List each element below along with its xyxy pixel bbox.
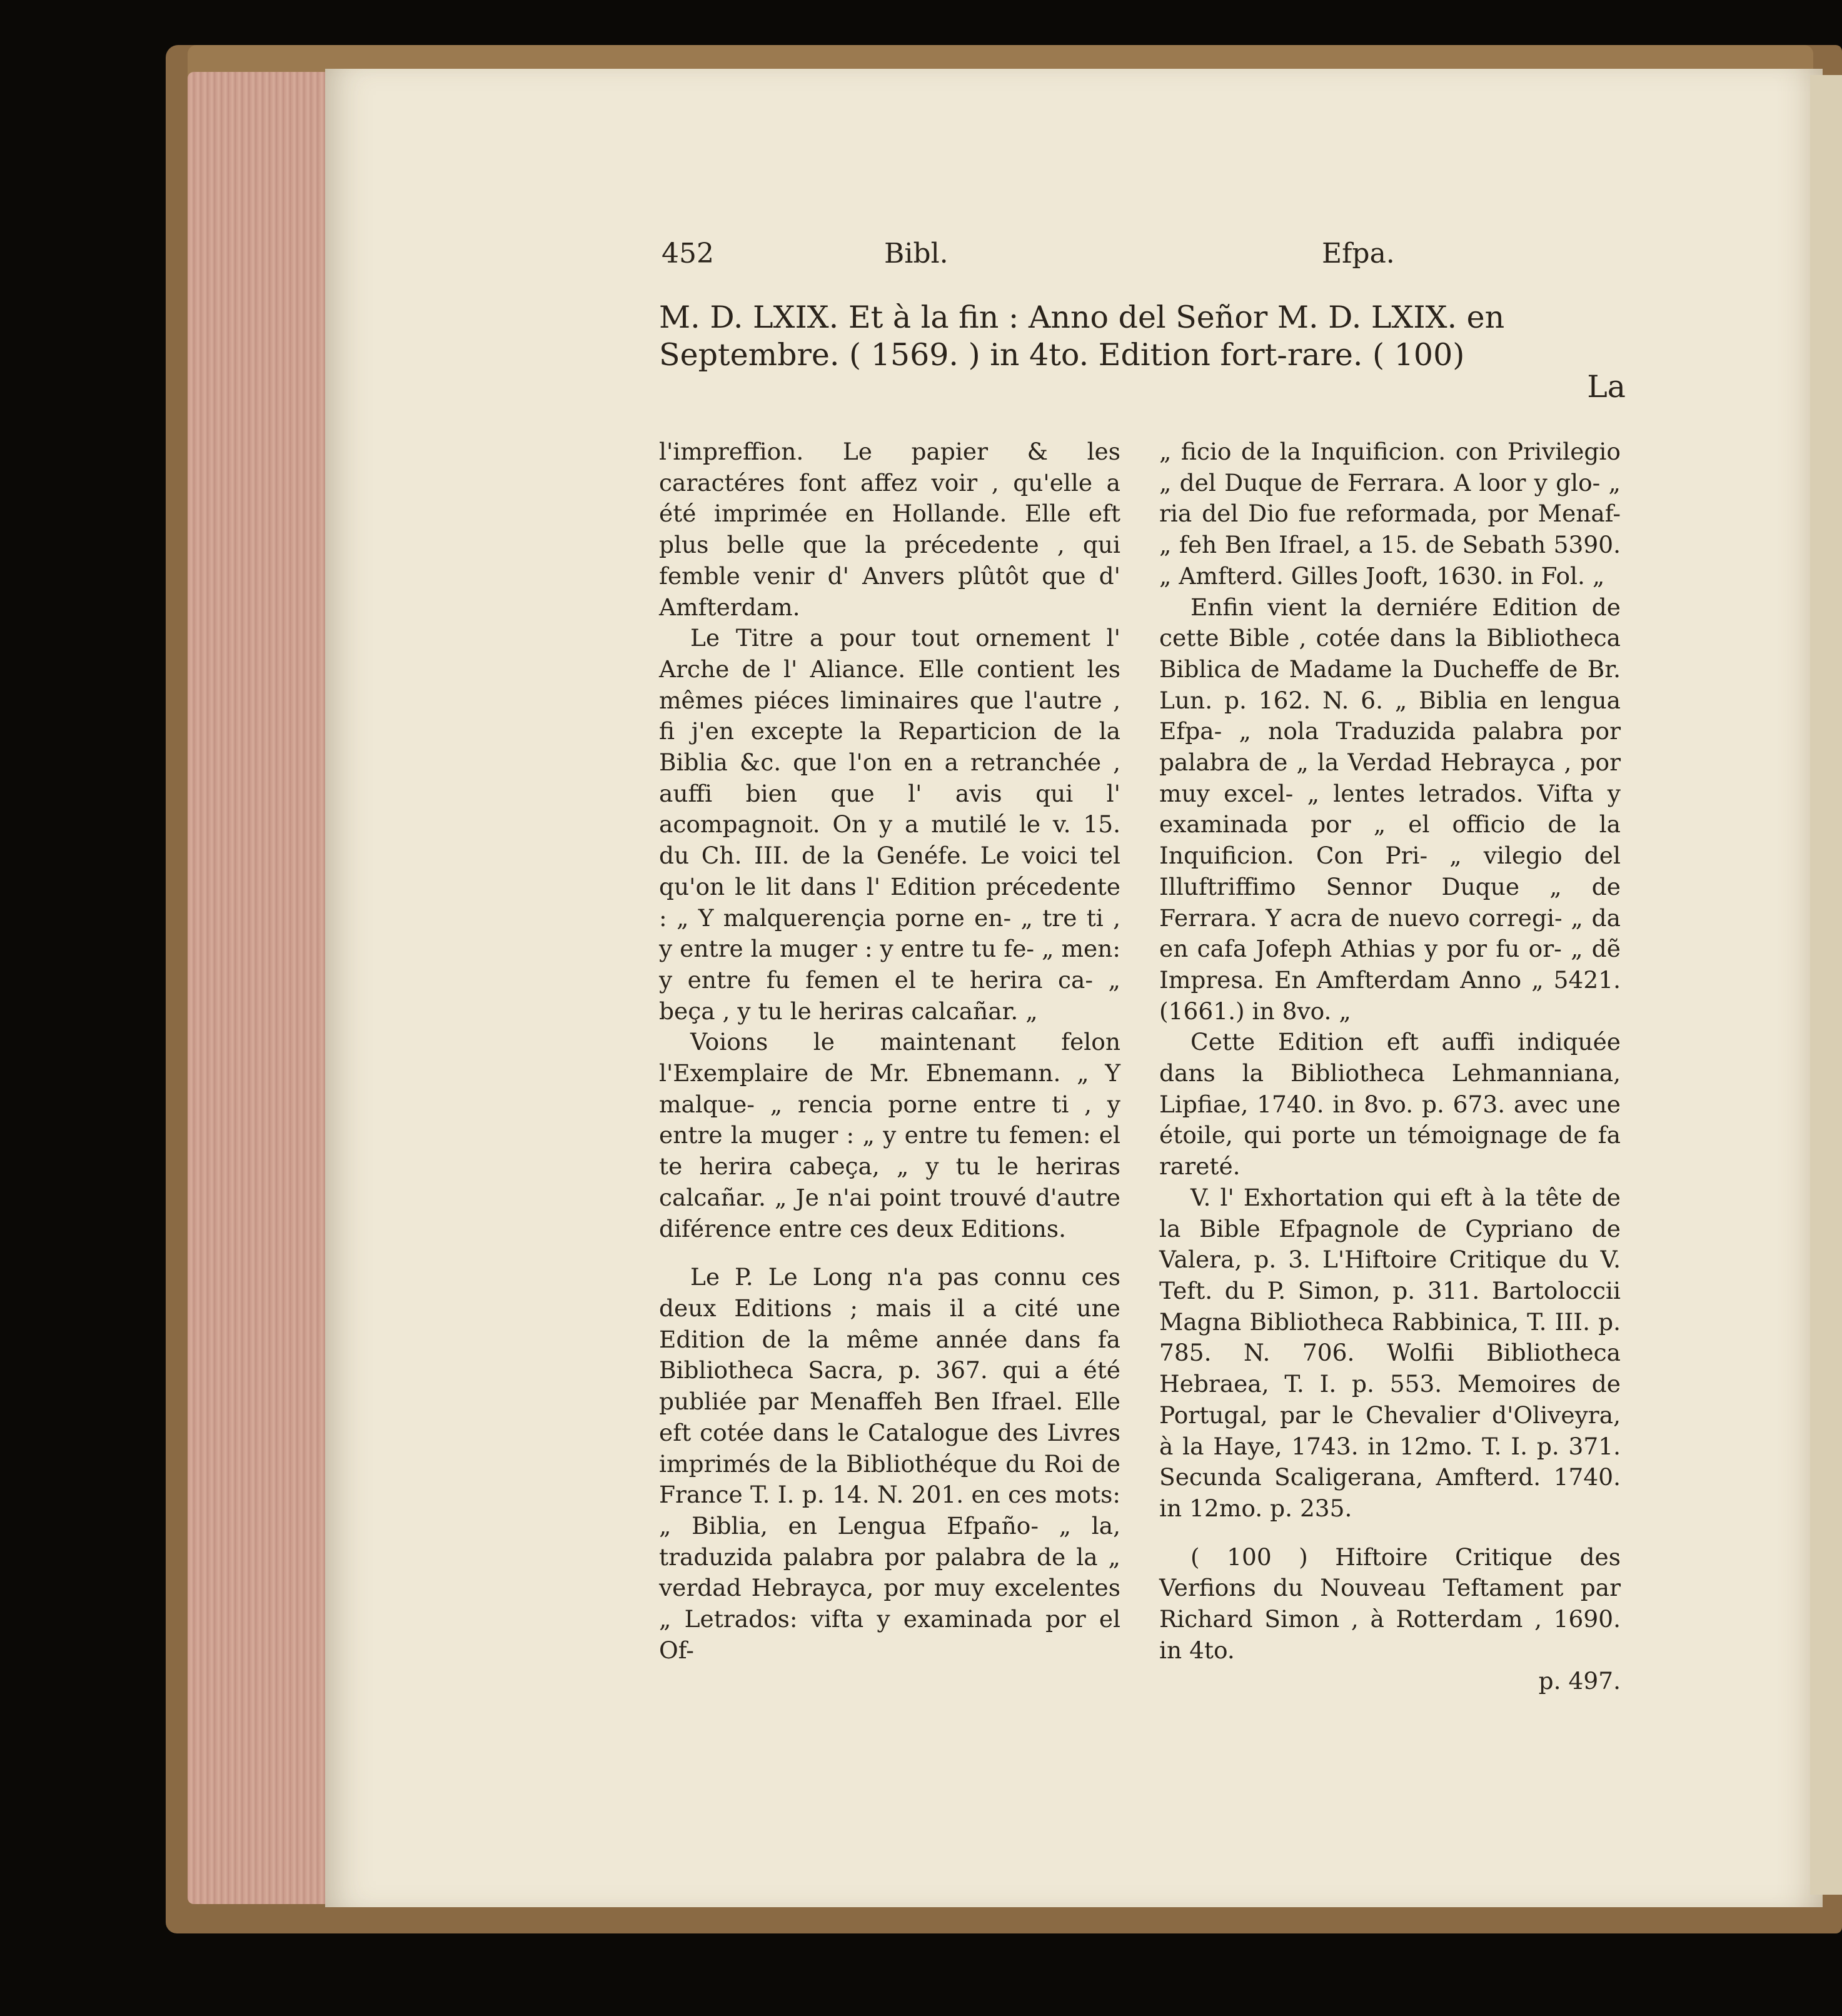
facing-page-edge — [1810, 75, 1842, 1895]
paragraph: l'impreffion. Le papier & les caractéres font affez voir , qu'elle a été imprimée en Hollande. Elle eft plus belle que la précedente , qui femble venir d' Anvers plûtôt que d' Amfterdam. — [659, 438, 1120, 621]
paragraph: V. l' Exhortation qui eft à la tête de la Bible Efpagnole de Cypriano de Valera, p. 3. L'Hiftoire Critique du V. Teft. du P. Simon, p. 311. Bartoloccii Magna Bibliotheca Rabbinica, T. III. p. 785. N. 706. Wolfii Bibliotheca Hebraea, T. I. p. 553. Memoires de Portugal, par le Chevalier d'Oliveyra, à la Haye, 1743. in 12mo. T. I. p. 371. Secunda Scaligerana, Amfterd. 1740. in 12mo. p. 235. — [1159, 1183, 1621, 1522]
continuation-line: M. D. LXIX. Et à la fin : Anno del Señor M. D. LXIX. en — [659, 300, 1505, 335]
paragraph: Le Titre a pour tout ornement l' Arche de l' Aliance. Elle contient les mêmes piéces liminaires que l'autre , fi j'en excepte la Reparticion de la Biblia &c. que l'on en a retranchée , auffi bien que l' avis qui l' acompagnoit. On y a mutilé le v. 15. du Ch. III. de la Genéfe. Le voici tel qu'on le lit dans l' Edition précedente : „ Y malquerençia porne en- „ tre ti , y entre la muger : y entre tu fe- „ men: y entre fu femen el te herira ca- „ beça , y tu le heriras calcañar. „ — [659, 624, 1120, 1025]
running-head — [659, 238, 1626, 288]
page-text-area — [659, 238, 1626, 1695]
left-column — [659, 436, 1120, 1666]
footnote-page-ref: p. 497. — [1538, 1667, 1621, 1695]
paragraph: Voions le maintenant felon l'Exemplaire de Mr. Ebnemann. „ Y malque- „ rencia porne entre ti , y entre la muger : „ y entre tu femen: el te herira cabeça, „ y tu le heriras calcañar. „ Je n'ai point trouvé d'autre diférence entre ces deux Editions. — [659, 1028, 1120, 1242]
page-number: 452 — [662, 238, 714, 270]
page-edges — [188, 72, 331, 1904]
paragraph: Cette Edition eft auffi indiquée dans la Bibliotheca Lehmanniana, Lipfiae, 1740. in 8vo. p. 673. avec une étoile, qui porte un témoignage de fa rareté. — [1159, 1028, 1621, 1181]
paragraph: Le P. Le Long n'a pas connu ces deux Editions ; mais il a cité une Edition de la même année dans fa Bibliotheca Sacra, p. 367. qui a été publiée par Menaffeh Ben Ifrael. Elle eft cotée dans le Catalogue des Livres imprimés de la Bibliothéque du Roi de France T. I. p. 14. N. 201. en ces mots: „ Biblia, en Lengua Efpaño- „ la, traduzida palabra por palabra de la „ verdad Hebrayca, por muy excelentes „ Letrados: vifta y examinada por el Of- — [659, 1263, 1120, 1664]
right-column — [1159, 436, 1621, 1697]
paragraph: „ ficio de la Inquificion. con Privilegio „ del Duque de Ferrara. A loor y glo- „ ria del Dio fue reformada, por Menaf- „ feh Ben Ifrael, a 15. de Sebath 5390. „ Amfterd. Gilles Jooft, 1630. in Fol. „ — [1159, 438, 1621, 590]
continuation-line: Septembre. ( 1569. ) in 4to. Edition fort-rare. ( 100) — [659, 337, 1465, 373]
footnote: ( 100 ) Hiftoire Critique des Verfions du Nouveau Teftament par Richard Simon , à Rotterdam , 1690. in 4to. — [1159, 1543, 1621, 1664]
catchword: La — [1587, 369, 1626, 405]
paragraph: Enfin vient la derniére Edition de cette Bible , cotée dans la Bibliotheca Biblica de Madame la Ducheffe de Br. Lun. p. 162. N. 6. „ Biblia en lengua Efpa- „ nola Traduzida palabra por palabra de „ la Verdad Hebrayca , por muy excel- „ lentes letrados. Vifta y examinada por „ el officio de la Inquificion. Con Pri- „ vilegio del Illuftriffimo Sennor Duque „ de Ferrara. Y acra de nuevo corregi- „ da en cafa Jofeph Athias y por fu or- „ dẽ Impresa. En Amfterdam Anno „ 5421. (1661.) in 8vo. „ — [1159, 593, 1621, 1025]
running-head-left: Bibl. — [884, 238, 949, 270]
running-head-right: Efpa. — [1322, 238, 1395, 270]
continuation-text — [659, 299, 1626, 374]
